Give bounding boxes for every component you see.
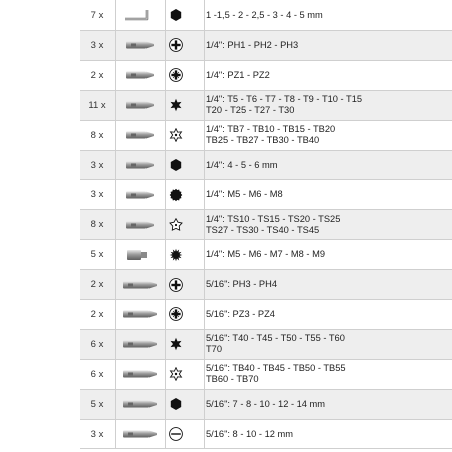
bit-long-icon — [116, 300, 164, 329]
quantity: 3 x — [90, 189, 104, 201]
pozidriv-icon — [167, 61, 185, 90]
size-spec-line: TB60 - TB70 — [206, 374, 259, 385]
quantity: 6 x — [90, 368, 104, 380]
pentalobe-icon — [167, 210, 185, 239]
column-divider — [204, 180, 205, 209]
size-spec — [206, 121, 450, 150]
size-spec — [206, 390, 450, 419]
phillips-icon — [167, 31, 185, 60]
size-spec-line: 1/4": M5 - M6 - M8 — [206, 189, 283, 200]
size-spec-line: TB25 - TB27 - TB30 - TB40 — [206, 135, 320, 146]
table-row — [80, 210, 452, 240]
column-divider — [165, 330, 166, 359]
size-spec-line: 1/4": M5 - M6 - M7 - M8 - M9 — [206, 249, 326, 260]
table-row — [80, 360, 452, 390]
size-spec-line: 5/16": T40 - T45 - T50 - T55 - T60 — [206, 333, 345, 344]
column-divider — [204, 390, 205, 419]
torx-icon — [167, 91, 185, 120]
bit-stubby-icon — [116, 240, 164, 269]
size-spec — [206, 330, 450, 359]
column-divider — [204, 0, 205, 30]
quantity: 5 x — [90, 249, 104, 261]
table-row — [80, 420, 452, 450]
size-spec — [206, 61, 450, 90]
quantity: 3 x — [90, 159, 104, 171]
size-spec — [206, 210, 450, 239]
size-spec-line: 1/4": TS10 - TS15 - TS20 - TS25 — [206, 213, 341, 224]
column-divider — [204, 300, 205, 329]
size-spec-line: 5/16": 7 - 8 - 10 - 12 - 14 mm — [206, 398, 326, 409]
size-spec-line: TS27 - TS30 - TS40 - TS45 — [206, 224, 320, 235]
xzn-icon — [167, 240, 185, 269]
quantity: 2 x — [90, 279, 104, 291]
table-row — [80, 61, 452, 91]
size-spec — [206, 270, 450, 299]
bit-set-table — [80, 0, 452, 452]
torx-tamper-icon — [167, 360, 185, 389]
column-divider — [204, 360, 205, 389]
column-divider — [165, 420, 166, 449]
size-spec-line: T70 — [206, 344, 223, 355]
column-divider — [204, 61, 205, 90]
hex-icon — [167, 0, 185, 30]
table-row — [80, 91, 452, 121]
column-divider — [204, 330, 205, 359]
torx-tamper-icon — [167, 121, 185, 150]
bit-short-icon — [116, 121, 164, 150]
column-divider — [165, 0, 166, 30]
torx-icon — [167, 330, 185, 359]
quantity: 6 x — [90, 338, 104, 350]
table-row — [80, 270, 452, 300]
quantity: 8 x — [90, 219, 104, 231]
pozidriv-icon — [167, 300, 185, 329]
quantity: 3 x — [90, 39, 104, 51]
size-spec — [206, 240, 450, 269]
bit-short-icon — [116, 210, 164, 239]
quantity: 5 x — [90, 398, 104, 410]
size-spec — [206, 31, 450, 60]
size-spec — [206, 91, 450, 120]
bit-long-icon — [116, 420, 164, 449]
bit-short-icon — [116, 151, 164, 180]
table-row — [80, 300, 452, 330]
column-divider — [165, 31, 166, 60]
table-row — [80, 121, 452, 151]
column-divider — [204, 31, 205, 60]
bit-long-icon — [116, 390, 164, 419]
size-spec-line: 5/16": 8 - 10 - 12 mm — [206, 428, 294, 439]
column-divider — [165, 91, 166, 120]
size-spec — [206, 300, 450, 329]
column-divider — [165, 300, 166, 329]
column-divider — [204, 240, 205, 269]
quantity: 7 x — [90, 9, 104, 21]
quantity: 2 x — [90, 308, 104, 320]
column-divider — [204, 420, 205, 449]
column-divider — [165, 270, 166, 299]
size-spec-line: 1/4": PZ1 - PZ2 — [206, 69, 270, 80]
table-row — [80, 0, 452, 31]
size-spec — [206, 420, 450, 449]
size-spec-line: 5/16": TB40 - TB45 - TB50 - TB55 — [206, 363, 346, 374]
table-row — [80, 390, 452, 420]
table-row — [80, 180, 452, 210]
column-divider — [204, 151, 205, 180]
column-divider — [165, 240, 166, 269]
size-spec-line: T20 - T25 - T27 - T30 — [206, 105, 295, 116]
bit-short-icon — [116, 180, 164, 209]
spline-icon — [167, 180, 185, 209]
size-spec-line: 5/16": PZ3 - PZ4 — [206, 308, 275, 319]
quantity: 8 x — [90, 129, 104, 141]
size-spec-line: 1/4": 4 - 5 - 6 mm — [206, 159, 278, 170]
quantity: 11 x — [88, 99, 106, 111]
size-spec-line: 1/4": PH1 - PH2 - PH3 — [206, 39, 299, 50]
size-spec — [206, 180, 450, 209]
table-row — [80, 31, 452, 61]
quantity: 3 x — [90, 428, 104, 440]
size-spec-line: 1/4": TB7 - TB10 - TB15 - TB20 — [206, 124, 336, 135]
bit-long-icon — [116, 360, 164, 389]
bit-short-icon — [116, 61, 164, 90]
column-divider — [204, 91, 205, 120]
bit-long-icon — [116, 330, 164, 359]
column-divider — [165, 360, 166, 389]
bit-long-icon — [116, 270, 164, 299]
allen-key-icon — [116, 0, 164, 30]
column-divider — [165, 180, 166, 209]
column-divider — [204, 270, 205, 299]
size-spec — [206, 0, 450, 30]
column-divider — [165, 61, 166, 90]
bit-short-icon — [116, 31, 164, 60]
table-row — [80, 151, 452, 181]
column-divider — [204, 121, 205, 150]
size-spec-line: 1/4": T5 - T6 - T7 - T8 - T9 - T10 - T15 — [206, 94, 363, 105]
size-spec-line: 5/16": PH3 - PH4 — [206, 279, 277, 290]
column-divider — [165, 121, 166, 150]
column-divider — [165, 210, 166, 239]
slotted-icon — [167, 420, 185, 449]
column-divider — [165, 151, 166, 180]
bit-short-icon — [116, 91, 164, 120]
quantity: 2 x — [90, 69, 104, 81]
phillips-icon — [167, 270, 185, 299]
table-row — [80, 240, 452, 270]
size-spec-line: 1 -1,5 - 2 - 2,5 - 3 - 4 - 5 mm — [206, 9, 323, 20]
hex-icon — [167, 151, 185, 180]
table-row — [80, 330, 452, 360]
column-divider — [204, 210, 205, 239]
hex-icon — [167, 390, 185, 419]
column-divider — [165, 390, 166, 419]
size-spec — [206, 151, 450, 180]
size-spec — [206, 360, 450, 389]
